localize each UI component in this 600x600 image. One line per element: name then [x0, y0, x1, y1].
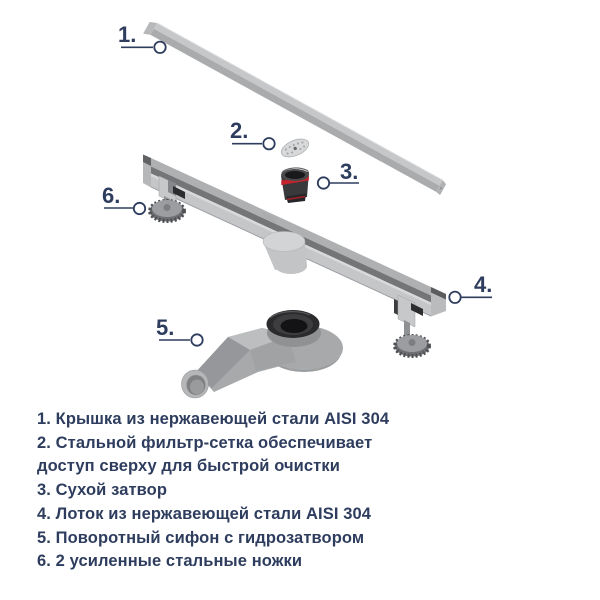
leader-circle-6 — [134, 203, 145, 214]
leader-circle-4 — [449, 292, 460, 303]
part-label-6: 6. — [102, 183, 121, 208]
legend-line-3: 3. Сухой затвор — [37, 481, 168, 500]
part-label-3: 3. — [340, 159, 359, 184]
part-3-dry-trap — [281, 168, 309, 203]
part-label-1: 1. — [118, 22, 137, 47]
part-label-4: 4. — [474, 272, 493, 297]
legend-line-5: 5. Поворотный сифон с гидрозатвором — [37, 528, 365, 547]
leader-circle-3 — [318, 177, 329, 188]
legend-line-2b: доступ сверху для быстрой очистки — [37, 457, 340, 476]
legend-line-1: 1. Крышка из нержавеющей стали AISI 304 — [37, 410, 390, 428]
legend-line-6: 6. 2 усиленные стальные ножки — [37, 552, 303, 571]
part-label-5: 5. — [156, 315, 175, 340]
part-label-2: 2. — [230, 118, 249, 143]
leader-circle-2 — [263, 138, 274, 149]
channel-outlet-stub — [263, 232, 307, 275]
parts-legend — [37, 408, 389, 574]
leader-circle-5 — [191, 334, 202, 345]
legend-line-4: 4. Лоток из нержавеющей стали AISI 304 — [37, 504, 372, 523]
legend-line-2: 2. Стальной фильтр-сетка обеспечивает — [37, 433, 373, 452]
leader-circle-1 — [154, 42, 165, 53]
part-2-filter-mesh — [279, 135, 312, 160]
part-5-siphon — [182, 310, 344, 398]
